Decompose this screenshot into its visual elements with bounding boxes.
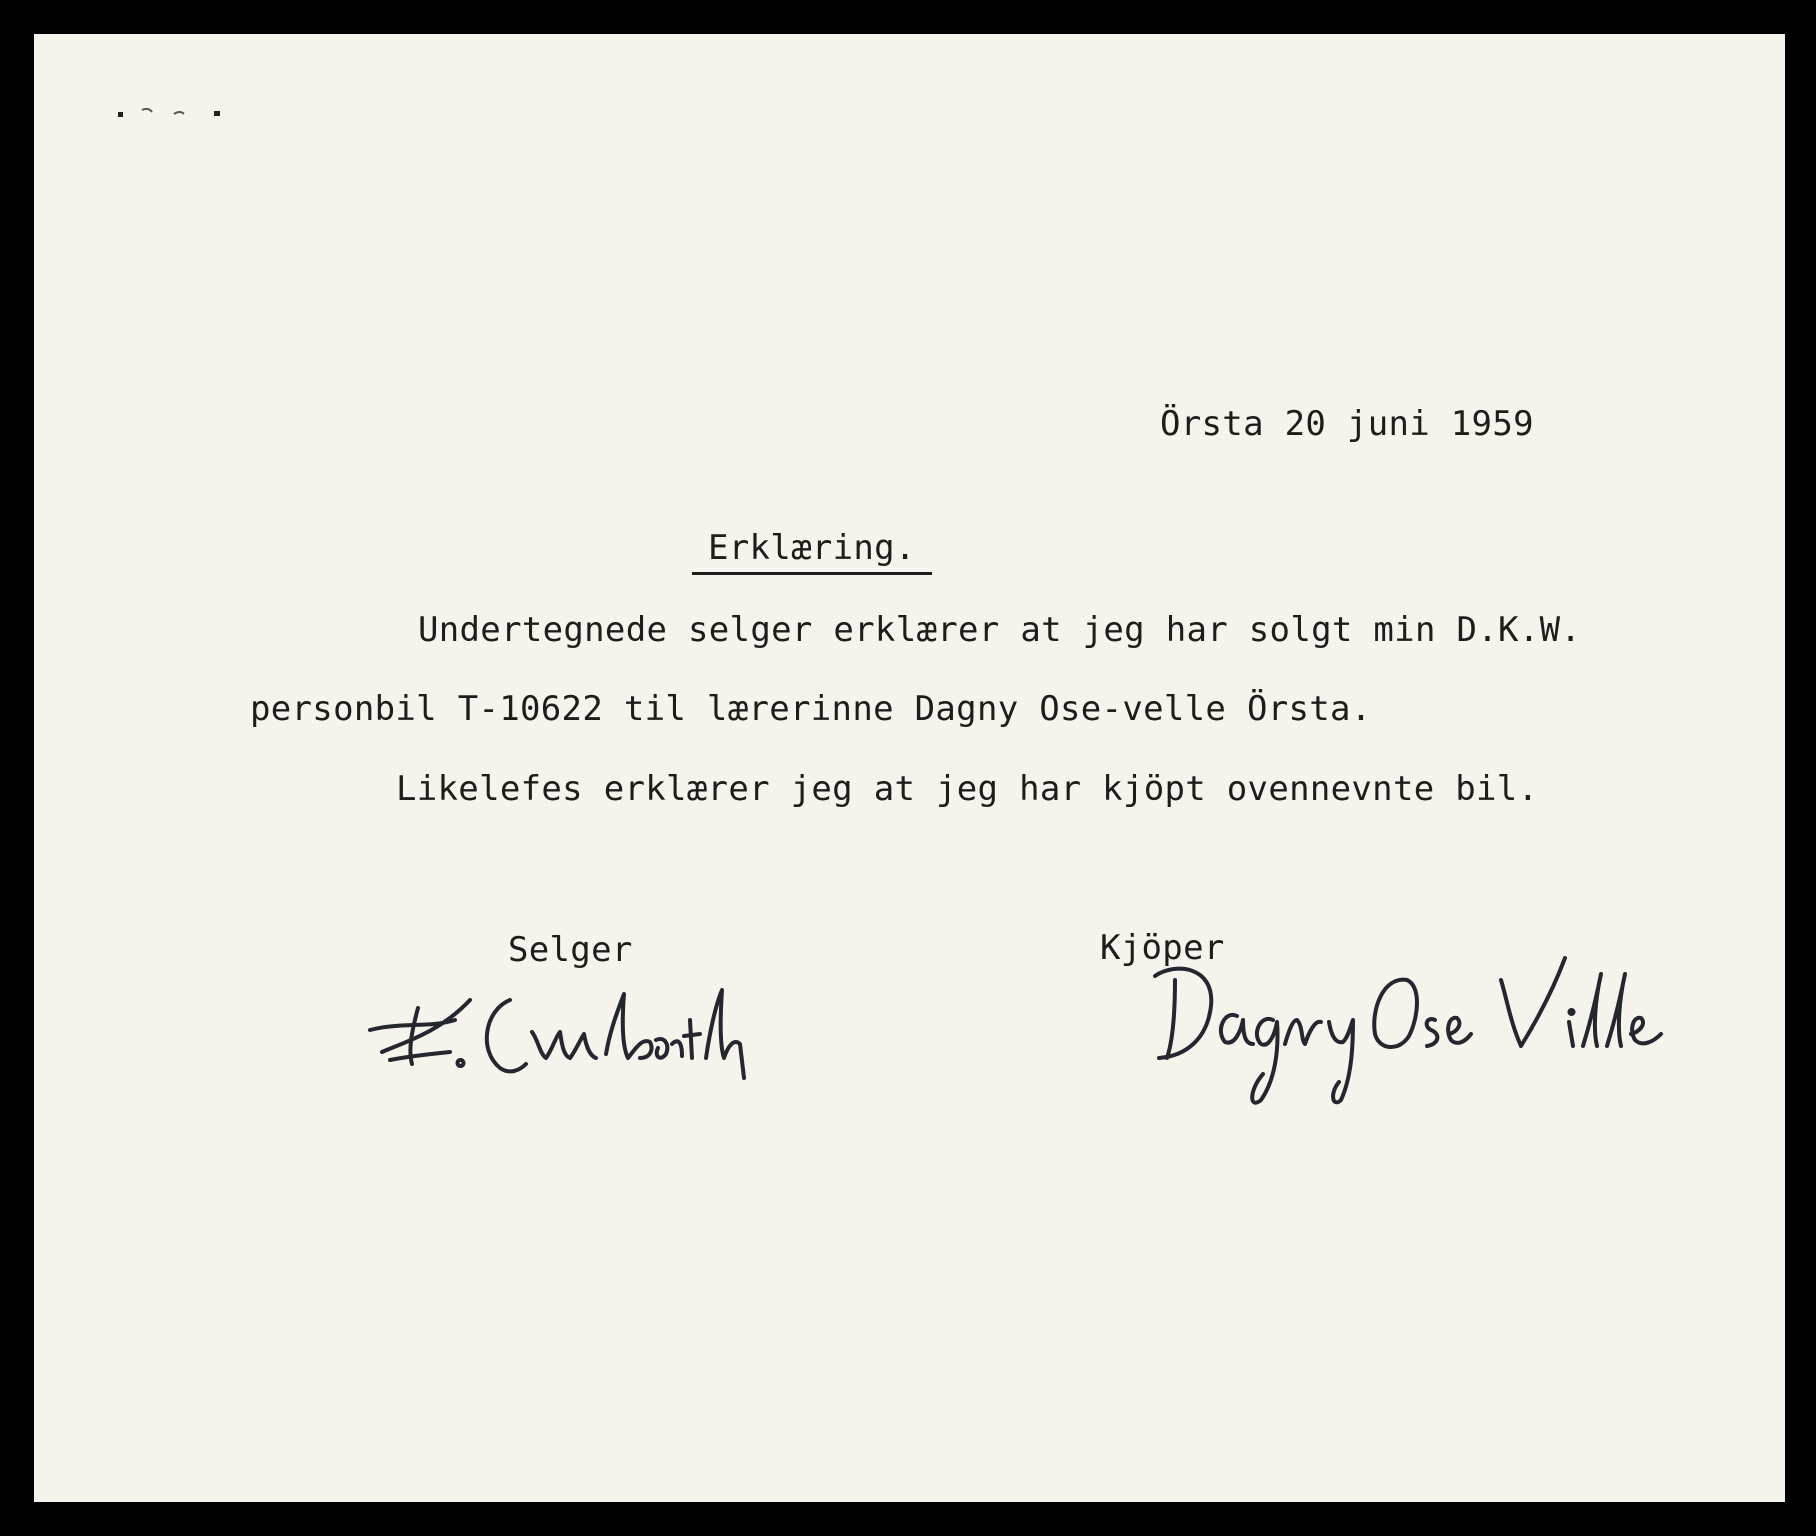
buyer-label: Kjöper <box>1100 928 1225 968</box>
document-heading-text: Erklæring. <box>708 528 916 568</box>
document-heading <box>692 528 932 575</box>
seller-label: Selger <box>508 930 633 970</box>
seller-signature <box>360 980 750 1090</box>
date-line: Örsta 20 juni 1959 <box>1160 404 1534 444</box>
paper-specks <box>114 104 234 124</box>
body-paragraph-3: Likelefes erklærer jeg at jeg har kjöpt ovennevnte bil. <box>396 769 1539 809</box>
body-paragraph-2: personbil T-10622 til lærerinne Dagny Ose-velle Örsta. <box>250 689 1372 729</box>
buyer-signature <box>1145 950 1675 1110</box>
body-paragraph-1: Undertegnede selger erklærer at jeg har solgt min D.K.W. <box>418 610 1582 650</box>
document-page <box>34 34 1785 1502</box>
